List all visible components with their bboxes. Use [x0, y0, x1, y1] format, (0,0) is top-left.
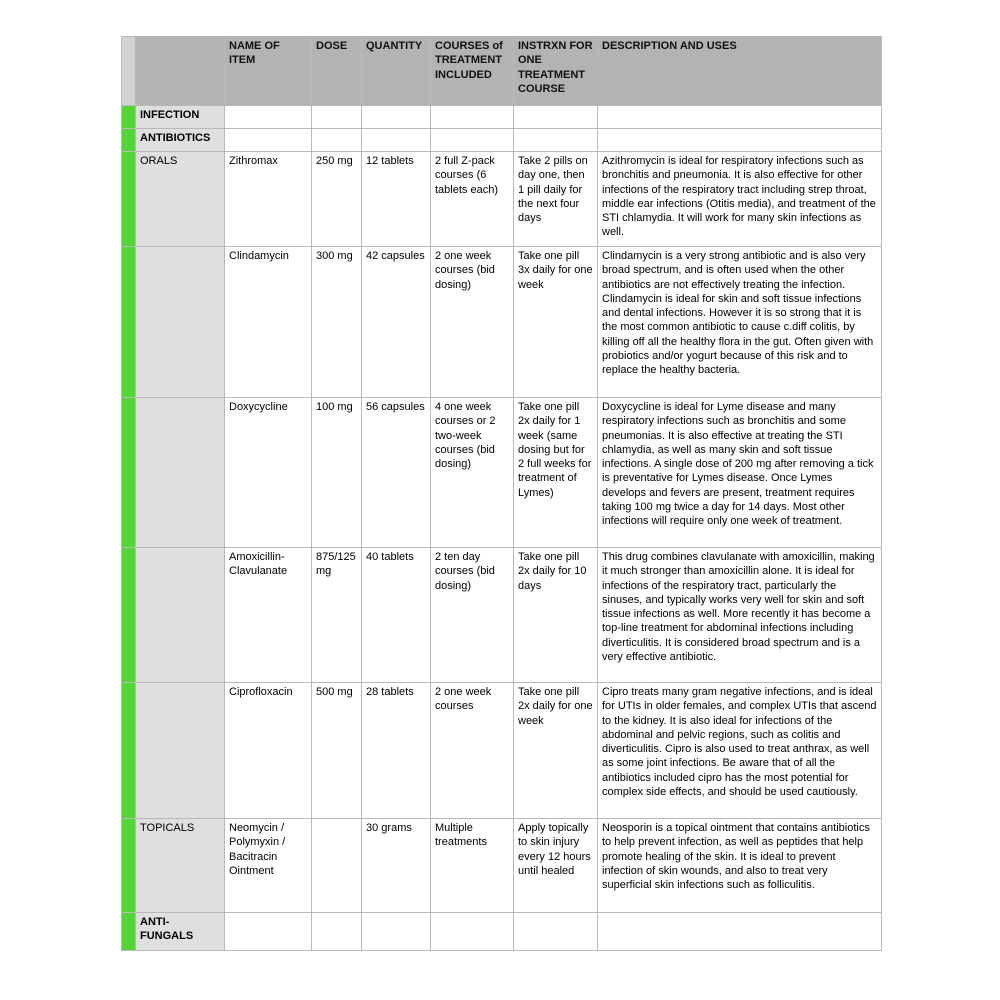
- quantity-cell[interactable]: 28 tablets: [362, 683, 431, 819]
- dose-cell[interactable]: 250 mg: [312, 152, 362, 247]
- courses-cell[interactable]: 2 ten day courses (bid dosing): [431, 548, 514, 683]
- quantity-cell[interactable]: 40 tablets: [362, 548, 431, 683]
- courses-cell[interactable]: 4 one week courses or 2 two-week courses (bid dosing): [431, 398, 514, 548]
- dose-cell[interactable]: [312, 819, 362, 913]
- green-stripe-cell: [122, 106, 136, 129]
- courses-cell[interactable]: [431, 913, 514, 951]
- header-name-of-item: NAME OF ITEM: [225, 37, 312, 106]
- name-cell[interactable]: Clindamycin: [225, 247, 312, 398]
- category-cell[interactable]: [136, 247, 225, 398]
- category-cell[interactable]: ORALS: [136, 152, 225, 247]
- header-courses: COURSES of TREATMENT INCLUDED: [431, 37, 514, 106]
- instrxn-cell[interactable]: Take 2 pills on day one, then 1 pill daily for the next four days: [514, 152, 598, 247]
- name-cell[interactable]: Zithromax: [225, 152, 312, 247]
- table-row-neomycin-ointment: [122, 819, 882, 913]
- medication-table: [121, 36, 882, 951]
- dose-cell[interactable]: 500 mg: [312, 683, 362, 819]
- table-row-ciprofloxacin: [122, 683, 882, 819]
- name-cell[interactable]: [225, 129, 312, 152]
- description-cell[interactable]: [598, 106, 882, 129]
- header-quantity: QUANTITY: [362, 37, 431, 106]
- category-cell[interactable]: ANTIBIOTICS: [136, 129, 225, 152]
- table-row-amoxicillin-clavulanate: [122, 548, 882, 683]
- green-stripe-cell: [122, 913, 136, 951]
- name-cell[interactable]: Doxycycline: [225, 398, 312, 548]
- dose-cell[interactable]: [312, 913, 362, 951]
- quantity-cell[interactable]: [362, 129, 431, 152]
- green-stripe-cell: [122, 683, 136, 819]
- category-cell[interactable]: INFECTION: [136, 106, 225, 129]
- header-corner-cell: [122, 37, 136, 106]
- dose-cell[interactable]: 300 mg: [312, 247, 362, 398]
- category-cell[interactable]: TOPICALS: [136, 819, 225, 913]
- green-stripe-cell: [122, 819, 136, 913]
- name-cell[interactable]: [225, 106, 312, 129]
- quantity-cell[interactable]: 56 capsules: [362, 398, 431, 548]
- table-row-zithromax: [122, 152, 882, 247]
- table-row-anti-fungals: [122, 913, 882, 951]
- instrxn-cell[interactable]: Take one pill 3x daily for one week: [514, 247, 598, 398]
- instrxn-cell[interactable]: [514, 106, 598, 129]
- medication-table-sheet: [121, 36, 882, 951]
- dose-cell[interactable]: 875/125 mg: [312, 548, 362, 683]
- description-cell[interactable]: Doxycycline is ideal for Lyme disease and many respiratory infections such as bronchitis and some pneumonias. It is also effective at treating the STI chlamydia, as well as many skin and soft tissue infections. A single dose of 200 mg after removing a tick is preventative for Lymes disease. Once Lymes develops and fevers are present, treatment requires taking 100 mg twice a day for 14 days. Most other infections will require only one week of treatment.: [598, 398, 882, 548]
- instrxn-cell[interactable]: [514, 913, 598, 951]
- courses-cell[interactable]: [431, 106, 514, 129]
- quantity-cell[interactable]: [362, 106, 431, 129]
- green-stripe-cell: [122, 129, 136, 152]
- description-cell[interactable]: Cipro treats many gram negative infections, and is ideal for UTIs in older females, and complex UTIs that ascend to the kidney. It is also ideal for infections of the abdominal and pelvic regions, such as colitis and diverticulitis. Cipro is also used to treat anthrax, as well as some joint infections. Be aware that of all the antibiotics included cipro has the most potential for complex side effects, and should be used cautiously.: [598, 683, 882, 819]
- category-cell[interactable]: [136, 548, 225, 683]
- description-cell[interactable]: Clindamycin is a very strong antibiotic and is also very broad spectrum, and is often used when the other antibiotics are not effectively treating the infection. Clindamycin is ideal for skin and soft tissue infections and dental infections. However it is so strong that it is the most common antibiotic to cause c.diff colitis, by killing off all the healthy flora in the gut. Often given with probiotics and/or yogurt because of this risk and to replace the healthy bacteria.: [598, 247, 882, 398]
- table-row-antibiotics: [122, 129, 882, 152]
- description-cell[interactable]: [598, 129, 882, 152]
- quantity-cell[interactable]: 30 grams: [362, 819, 431, 913]
- header-description: DESCRIPTION AND USES: [598, 37, 882, 106]
- table-row-infection: [122, 106, 882, 129]
- courses-cell[interactable]: [431, 129, 514, 152]
- green-stripe-cell: [122, 152, 136, 247]
- dose-cell[interactable]: 100 mg: [312, 398, 362, 548]
- table-row-doxycycline: [122, 398, 882, 548]
- header-instrxn: INSTRXN FOR ONE TREATMENT COURSE: [514, 37, 598, 106]
- green-stripe-cell: [122, 398, 136, 548]
- category-cell[interactable]: [136, 398, 225, 548]
- quantity-cell[interactable]: 42 capsules: [362, 247, 431, 398]
- name-cell[interactable]: Neomycin / Polymyxin / Bacitracin Ointment: [225, 819, 312, 913]
- description-cell[interactable]: [598, 913, 882, 951]
- header-category-cell: [136, 37, 225, 106]
- description-cell[interactable]: This drug combines clavulanate with amoxicillin, making it much stronger than amoxicillin alone. It is ideal for infections of the respiratory tract, particularly the sinuses, and typically works very well for skin and soft tissue infections as well. More recently it has become a top-line treatment for abdominal infections including diverticulitis. It is considered broad spectrum and is a very effective antibiotic.: [598, 548, 882, 683]
- quantity-cell[interactable]: [362, 913, 431, 951]
- category-cell[interactable]: ANTI-FUNGALS: [136, 913, 225, 951]
- courses-cell[interactable]: 2 one week courses: [431, 683, 514, 819]
- courses-cell[interactable]: Multiple treatments: [431, 819, 514, 913]
- description-cell[interactable]: Azithromycin is ideal for respiratory infections such as bronchitis and pneumonia. It is also effective for other infections of the respiratory tract including strep throat, middle ear infections (Otitis media), and treatment of the STI chlamydia. It will work for many skin infections as well.: [598, 152, 882, 247]
- instrxn-cell[interactable]: Take one pill 2x daily for 10 days: [514, 548, 598, 683]
- instrxn-cell[interactable]: Take one pill 2x daily for 1 week (same dosing but for 2 full weeks for treatment of Lymes): [514, 398, 598, 548]
- courses-cell[interactable]: 2 full Z-pack courses (6 tablets each): [431, 152, 514, 247]
- instrxn-cell[interactable]: Take one pill 2x daily for one week: [514, 683, 598, 819]
- header-dose: DOSE: [312, 37, 362, 106]
- instrxn-cell[interactable]: Apply topically to skin injury every 12 hours until healed: [514, 819, 598, 913]
- courses-cell[interactable]: 2 one week courses (bid dosing): [431, 247, 514, 398]
- description-cell[interactable]: Neosporin is a topical ointment that contains antibiotics to help prevent infection, as well as peptides that help promote healing of the skin. It is ideal to prevent infection of skin wounds, and also to treat very superficial skin infections such as folliculitis.: [598, 819, 882, 913]
- name-cell[interactable]: Amoxicillin-Clavulanate: [225, 548, 312, 683]
- dose-cell[interactable]: [312, 129, 362, 152]
- header-row: [122, 37, 882, 106]
- category-cell[interactable]: [136, 683, 225, 819]
- dose-cell[interactable]: [312, 106, 362, 129]
- green-stripe-cell: [122, 548, 136, 683]
- table-row-clindamycin: [122, 247, 882, 398]
- quantity-cell[interactable]: 12 tablets: [362, 152, 431, 247]
- name-cell[interactable]: [225, 913, 312, 951]
- instrxn-cell[interactable]: [514, 129, 598, 152]
- green-stripe-cell: [122, 247, 136, 398]
- name-cell[interactable]: Ciprofloxacin: [225, 683, 312, 819]
